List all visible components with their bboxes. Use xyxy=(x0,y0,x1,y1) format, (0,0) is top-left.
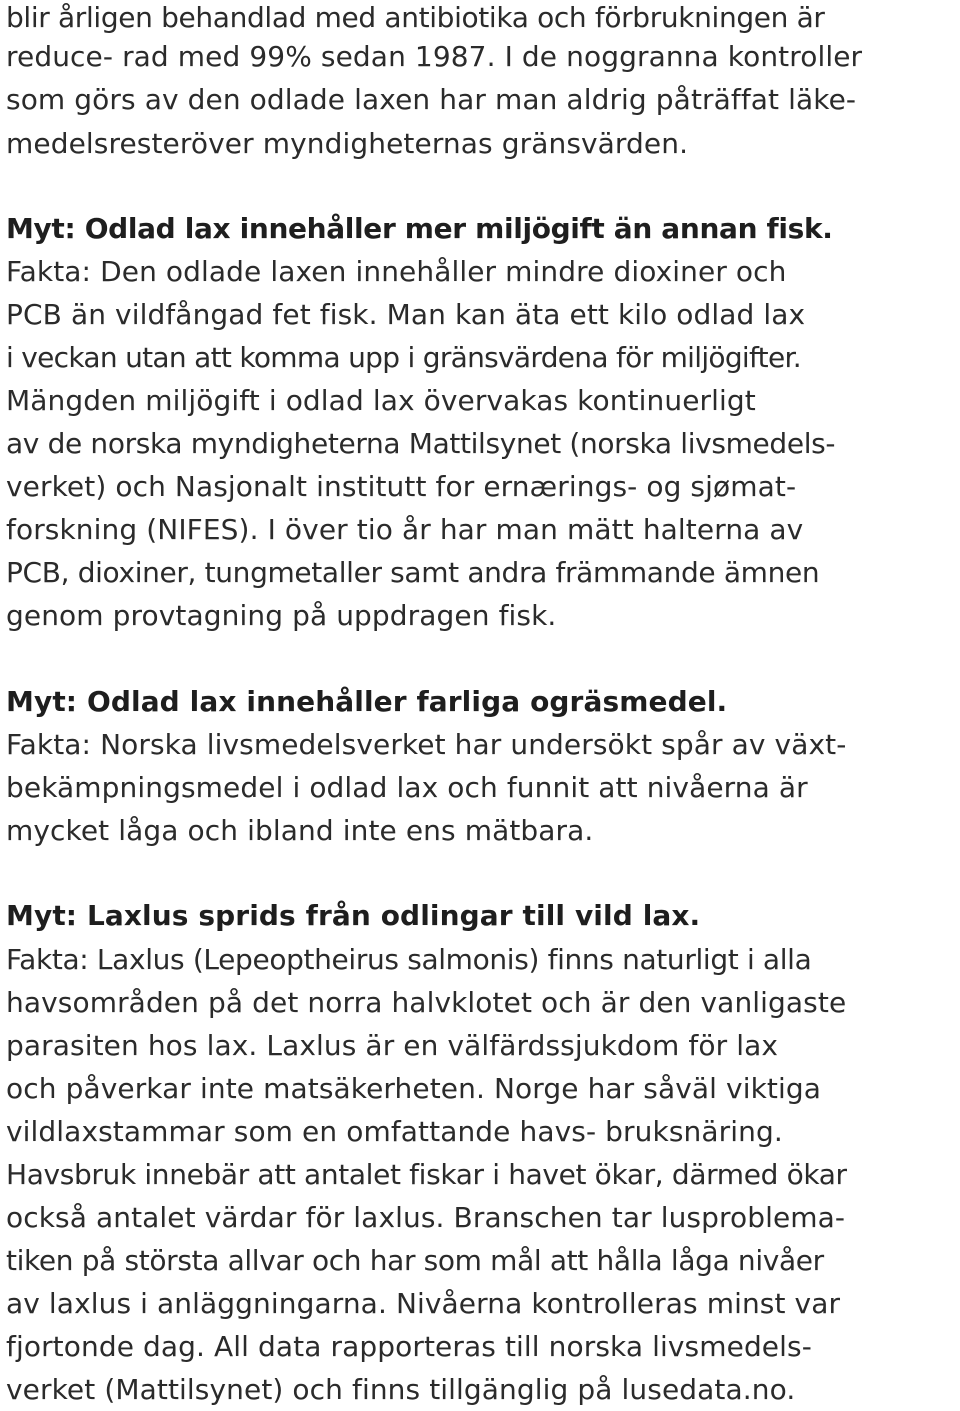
body-line: PCB än vildfångad fet fisk. Man kan äta ett kilo odlad lax xyxy=(6,298,806,331)
body-line: parasiten hos lax. Laxlus är en välfärdssjukdom för lax xyxy=(6,1029,778,1062)
body-line: av de norska myndigheterna Mattilsynet (norska livsmedels- xyxy=(6,427,836,460)
body-line: Fakta: Norska livsmedelsverket har undersökt spår av växt- xyxy=(6,728,847,761)
body-line: också antalet värdar för laxlus. Branschen tar lusproblema- xyxy=(6,1201,846,1234)
body-line: av laxlus i anläggningarna. Nivåerna kontrolleras minst var xyxy=(6,1287,841,1320)
body-line: Fakta: Den odlade laxen innehåller mindre dioxiner och xyxy=(6,255,787,288)
body-line: medelsresteröver myndigheternas gränsvärden. xyxy=(6,127,689,160)
body-line: PCB, dioxiner, tungmetaller samt andra främmande ämnen xyxy=(6,556,820,589)
body-line: bekämpningsmedel i odlad lax och funnit att nivåerna är xyxy=(6,771,808,804)
body-line: fjortonde dag. All data rapporteras till norska livsmedels- xyxy=(6,1330,812,1363)
body-line: verket) och Nasjonalt institutt for ernærings- og sjømat- xyxy=(6,470,797,503)
body-line: blir årligen behandlad med antibiotika och förbrukningen är xyxy=(6,1,825,34)
body-line: mycket låga och ibland inte ens mätbara. xyxy=(6,814,594,847)
body-line: Havsbruk innebär att antalet fiskar i havet ökar, därmed ökar xyxy=(6,1158,847,1191)
body-line: forskning (NIFES). I över tio år har man mätt halterna av xyxy=(6,513,804,546)
body-line: i veckan utan att komma upp i gränsvärdena för miljögifter. xyxy=(6,341,801,374)
body-line: reduce- rad med 99% sedan 1987. I de noggranna kontroller xyxy=(6,40,863,73)
body-line: tiken på största allvar och har som mål att hålla låga nivåer xyxy=(6,1244,824,1277)
body-line: verket (Mattilsynet) och finns tillgänglig på lusedata.no. xyxy=(6,1373,796,1406)
body-line: och påverkar inte matsäkerheten. Norge har såväl viktiga xyxy=(6,1072,822,1105)
section-heading: Myt: Odlad lax innehåller mer miljögift än annan fisk. xyxy=(6,212,833,245)
section-heading: Myt: Odlad lax innehåller farliga ogräsmedel. xyxy=(6,685,728,718)
section-heading: Myt: Laxlus sprids från odlingar till vild lax. xyxy=(6,899,701,932)
body-line: vildlaxstammar som en omfattande havs- bruksnäring. xyxy=(6,1115,783,1148)
body-line: genom provtagning på uppdragen fisk. xyxy=(6,599,557,632)
body-line: Mängden miljögift i odlad lax övervakas kontinuerligt xyxy=(6,384,756,417)
body-line: havsområden på det norra halvklotet och är den vanligaste xyxy=(6,986,847,1019)
body-line: Fakta: Laxlus (Lepeoptheirus salmonis) finns naturligt i alla xyxy=(6,943,812,976)
body-line: som görs av den odlade laxen har man aldrig påträffat läke- xyxy=(6,83,857,116)
